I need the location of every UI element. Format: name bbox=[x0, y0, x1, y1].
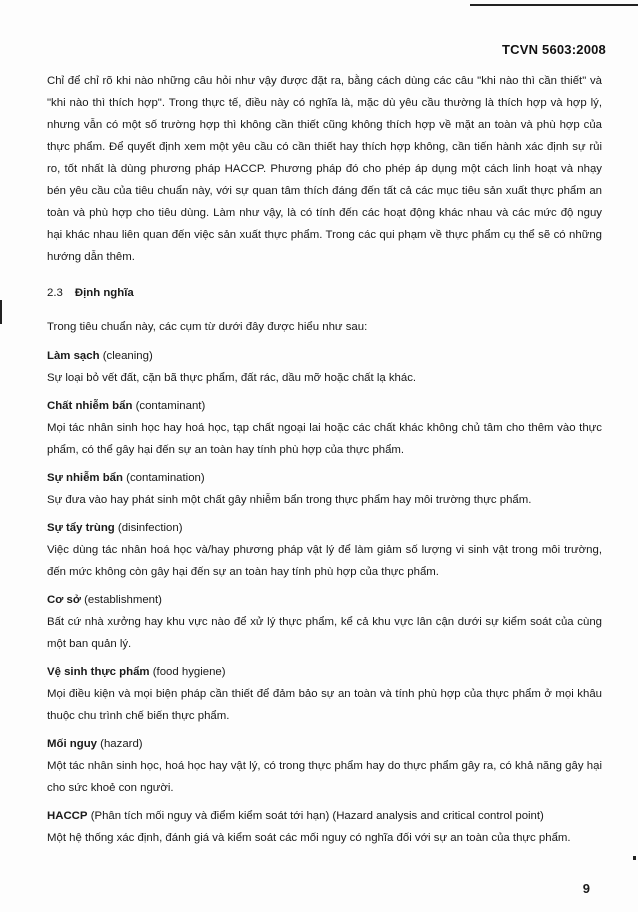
definition-food-hygiene bbox=[47, 661, 602, 727]
definition-english: (contaminant) bbox=[135, 400, 206, 412]
definition-english: (Phân tích mối nguy và điểm kiểm soát tới hạn) (Hazard analysis and critical control point) bbox=[90, 810, 544, 822]
definition-english: (establishment) bbox=[84, 594, 162, 606]
definition-text: Một hệ thống xác định, đánh giá và kiểm soát các mối nguy có nghĩa đối với sự an toàn của thực phẩm. bbox=[47, 832, 571, 844]
definition-cleaning bbox=[47, 345, 602, 389]
definition-heading bbox=[47, 805, 602, 827]
definition-term: Cơ sở bbox=[47, 594, 81, 606]
definition-heading bbox=[47, 467, 602, 489]
definition-heading bbox=[47, 517, 602, 539]
definition-term: Mối nguy bbox=[47, 738, 97, 750]
definition-hazard bbox=[47, 733, 602, 799]
definition-contamination bbox=[47, 467, 602, 511]
definition-english: (food hygiene) bbox=[152, 666, 226, 678]
definition-heading bbox=[47, 589, 602, 611]
definition-term: Vệ sinh thực phẩm bbox=[47, 666, 150, 678]
definition-heading bbox=[47, 661, 602, 683]
definition-term: HACCP bbox=[47, 810, 88, 822]
definition-heading bbox=[47, 395, 602, 417]
definition-term: Sự tẩy trùng bbox=[47, 522, 115, 534]
definition-english: (cleaning) bbox=[102, 350, 153, 362]
definition-text: Mọi tác nhân sinh học hay hoá học, tạp chất ngoại lai hoặc các chất khác không chủ tâm cho thêm vào thực phẩm, có thể gây hại đến sự an toàn hay tính phù hợp của thực phẩm. bbox=[47, 422, 602, 456]
page-content bbox=[47, 70, 602, 849]
definition-text: Bất cứ nhà xưởng hay khu vực nào để xử lý thực phẩm, kể cả khu vực lân cận dưới sự kiểm soát của cùng một ban quản lý. bbox=[47, 616, 602, 650]
definition-text: Việc dùng tác nhân hoá học và/hay phương pháp vật lý để làm giảm số lượng vi sinh vật trong môi trường, đến mức không còn gây hại đến sự an toàn hay tính phù hợp của thực phẩm. bbox=[47, 544, 602, 578]
intro-paragraph: Chỉ để chỉ rõ khi nào những câu hỏi như vậy được đặt ra, bằng cách dùng các câu "khi nào thì cần thiết" và "khi nào thì thích hợp". Trong thực tế, điều này có nghĩa là, mặc dù yêu cầu thường là thích hợp và hợp lý, nhưng vẫn có một số trường hợp thì không cần thiết cũng không thích hợp về mặt an toàn và phù hợp của thực phẩm. Để quyết định xem một yêu cầu có cần thiết hay thích hợp không, cần tiến hành xác định sự rủi ro, tốt nhất là dùng phương pháp HACCP. Phương pháp đó cho phép áp dụng một cách linh hoạt và nhạy bén yêu cầu của tiêu chuẩn này, với sự quan tâm thích đáng đến tất cả các mục tiêu sản xuất thực phẩm an toàn và phù hợp cho tiêu dùng. Làm như vậy, là có tính đến các hoạt động khác nhau và các mức độ nguy hại khác nhau liên quan đến việc sản xuất thực phẩm. Trong các qui phạm về thực phẩm cụ thể sẽ có những hướng dẫn thêm. bbox=[47, 75, 602, 263]
definition-heading bbox=[47, 345, 602, 367]
definition-heading bbox=[47, 733, 602, 755]
definition-term: Sự nhiễm bẩn bbox=[47, 472, 123, 484]
definition-term: Làm sạch bbox=[47, 350, 100, 362]
section-lead: Trong tiêu chuẩn này, các cụm từ dưới đây được hiểu như sau: bbox=[47, 321, 368, 333]
scan-margin-mark bbox=[0, 300, 2, 324]
definition-disinfection bbox=[47, 517, 602, 583]
definition-english: (contamination) bbox=[126, 472, 205, 484]
definition-contaminant bbox=[47, 395, 602, 461]
definition-text: Sự loại bỏ vết đất, cặn bã thực phẩm, đất rác, dầu mỡ hoặc chất lạ khác. bbox=[47, 372, 417, 384]
definition-text: Một tác nhân sinh học, hoá học hay vật lý, có trong thực phẩm hay do thực phẩm gây ra, có khả năng gây hại cho sức khoẻ con người. bbox=[47, 760, 602, 794]
header-rule bbox=[470, 4, 638, 6]
definition-english: (disinfection) bbox=[117, 522, 183, 534]
definition-text: Mọi điều kiện và mọi biện pháp cần thiết để đảm bảo sự an toàn và tính phù hợp của thực phẩm ở mọi khâu thuộc chu trình chế biến thực phẩm. bbox=[47, 688, 602, 722]
page-number: 9 bbox=[582, 881, 590, 896]
definition-term: Chất nhiễm bẩn bbox=[47, 400, 133, 412]
document-code: TCVN 5603:2008 bbox=[502, 42, 606, 57]
definition-text: Sự đưa vào hay phát sinh một chất gây nhiễm bẩn trong thực phẩm hay môi trường thực phẩm. bbox=[47, 494, 532, 506]
definition-establishment bbox=[47, 589, 602, 655]
section-number: 2.3 bbox=[47, 287, 63, 299]
section-heading bbox=[47, 282, 602, 304]
scan-dot-mark bbox=[633, 856, 636, 860]
section-title: Định nghĩa bbox=[74, 287, 134, 299]
definition-haccp bbox=[47, 805, 602, 849]
definition-english: (hazard) bbox=[100, 738, 143, 750]
